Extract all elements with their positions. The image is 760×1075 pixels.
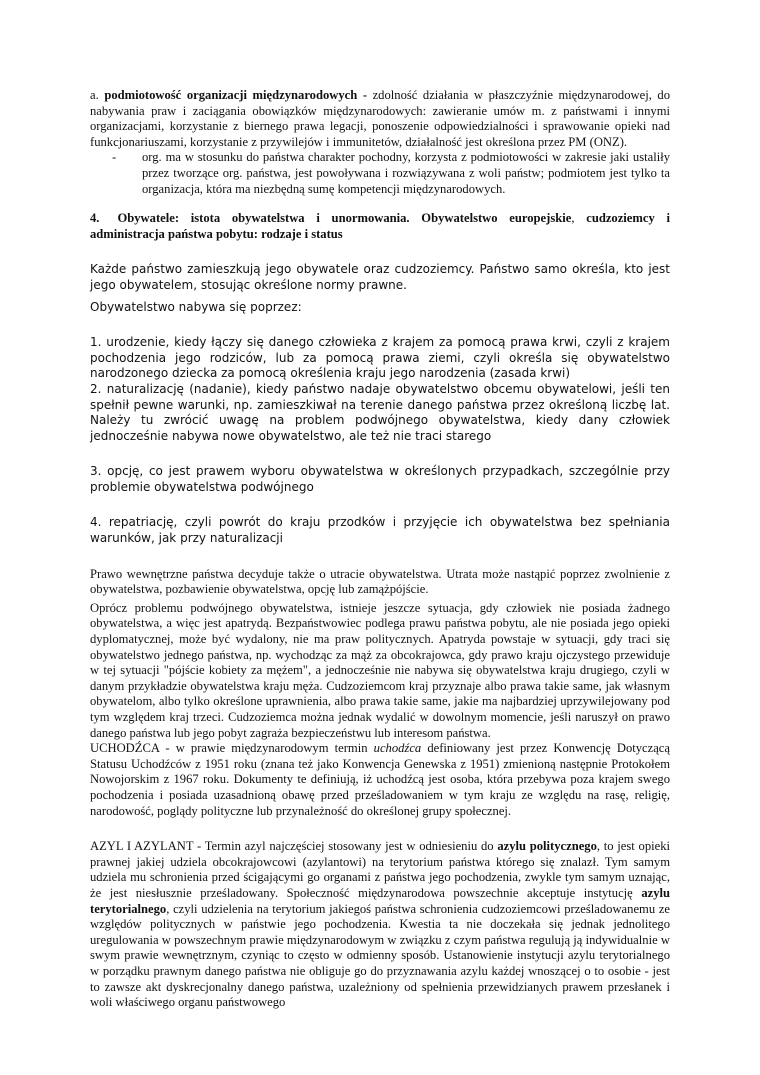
paragraph-acquire: Obywatelstwo nabywa się poprzez: bbox=[90, 299, 302, 314]
paragraph-refugee: UCHODŹCA - w prawie międzynarodowym termin uchodźca definiowany jest przez Konwencję Dotyczącą Statusu Uchodźców z 1951 roku (znana też jako Konwencja Genewska z 1951) zmienioną następnie Protokołem Nowojorskim z 1967 roku. Dokumenty te definiują, iż uchodźcą jest osoba, która przebywa poza krajem swego pochodzenia i posiada uzasadnioną obawę przed prześladowaniem w tym kraju ze względu na rasę, religię, narodowość, poglądy polityczne lub przynależność do określonej grupy społecznej. bbox=[90, 741, 670, 818]
paragraph-apatride: Oprócz problemu podwójnego obywatelstwa, istnieje jeszcze sytuacja, gdy człowiek nie posiada żadnego obywatelstwa, a więc jest apatrydą. Bezpaństwowiec podlega prawu państwa pobytu, ale nie posiada jego opieki dyplomatycznej, może być wydalony, nie ma praw politycznych. Apatryda powstaje w sytuacji, gdy traci się obywatelstwo jednego państwa, np. wychodząc za mąż za obcokrajowca, gdy prawo kraju ojczystego przewiduje w tej sytuacji "pójście kobiety za mężem", a jednocześnie nie nabywa się obywatelstwa kraju drugiego, czyli w danym przykładzie obywatelstwa kraju męża. Cudzoziemcom kraj przyznaje albo prawa takie same, jak własnym obywatelom, albo tylko określone uprawnienia, albo prawa takie same, jakie ma najbardziej uprzywilejowany pod tym względem kraj trzeci. Cudzoziemca można jednak wydalić w dowolnym momencie, jeśli naruszył on prawo danego państwa lub jego pobyt zagraża bezpieczeństwu lub interesom państwa. bbox=[90, 600, 670, 740]
term-bold: podmiotowość organizacji międzynarodowych - bbox=[104, 88, 368, 102]
list-item-3: 3. opcję, co jest prawem wyboru obywatelstwa w określonych przypadkach, szczególnie przy problemie obywatelstwa podwójnego bbox=[90, 464, 670, 494]
paragraph-loss: Prawo wewnętrzne państwa decyduje także o utracie obywatelstwa. Utrata może nastąpić poprzez zwolnienie z obywatelstwa, pozbawienie obywatelstwa, opcję lub zamążpójście. bbox=[90, 566, 670, 597]
bullet-item bbox=[112, 150, 670, 197]
list-item-1: 1. urodzenie, kiedy łączy się danego człowieka z krajem za pomocą prawa krwi, czyli z krajem pochodzenia jego rodziców, lub za pomocą prawa ziemi, czyli określa się obywatelstwo narodzonego dziecka za pomocą określenia kraju jego narodzenia (zasada krwi) bbox=[90, 335, 670, 381]
paragraph-asylum: AZYL I AZYLANT - Termin azyl najczęściej stosowany jest w odniesieniu do azylu politycznego, to jest opieki prawnej jakiej udziela obcokrajowcowi (azylantowi) na terytorium państwa którego się znalazł. Tym samym udziela mu schronienia przed ścigającymi go organami z państwa jego pochodzenia, zwykle tym samym uznając, że jest niesłusznie prześladowany. Społeczność międzynarodowa powszechnie akceptuje instytucję azylu terytorialnego, czyli udzielenia na terytorium jakiegoś państwa schronienia cudzoziemcowi prześladowanemu ze względów politycznych w państwie jego pochodzenia. Kwestia ta nie doczekała się jednak jednolitego uregulowania w powszechnym prawie międzynarodowym w związku z czym państwa regulują ją indywidualnie w swym prawie wewnętrznym, czyniąc to często w odmienny sposób. Ustanowienie instytucji azylu terytorialnego w porządku prawnym danego państwa nie obliguje go do przyznawania azylu każdej wnoszącej o to osobie - jest to zawsze akt dyskrecjonalny danego państwa, uzależniony od spełnienia przewidzianych prawem przesłanek i woli właściwego organu państwowego bbox=[90, 839, 670, 1010]
bullet-dash: - bbox=[112, 150, 117, 165]
bullet-text: org. ma w stosunku do państwa charakter pochodny, korzysta z podmiotowości w zakresie jaki ustaliły przez tworzące org. państwa, jest powoływana i rozwiązywana z woli państw; podmiotem jest tylko ta organizacja, która ma niezbędną sumę kompetencji międzynarodowych. bbox=[142, 150, 670, 196]
paragraph-intro: Każde państwo zamieszkują jego obywatele oraz cudzoziemcy. Państwo samo określa, kto jest jego obywatelem, stosując określone normy prawne. bbox=[90, 262, 670, 292]
section-heading: 4. Obywatele: istota obywatelstwa i unormowania. Obywatelstwo europejskie, cudzoziemcy i administracja państwa pobytu: rodzaje i status bbox=[90, 211, 670, 241]
paragraph-subject-of-organizations: a. podmiotowość organizacji międzynarodowych - zdolność działania w płaszczyźnie międzynarodowej, do nabywania praw i zaciągania obowiązków międzynarodowych: zawieranie umów m. z państwami i innymi organizacjami, korzystanie z biernego prawa legacji, ponoszenie odpowiedzialności i sprawowanie opieki nad funkcjonariuszami, korzystanie z przywilejów i immunitetów, działalność jest określona przez PM (ONZ). bbox=[90, 88, 671, 149]
list-item-4: 4. repatriację, czyli powrót do kraju przodków i przyjęcie ich obywatelstwa bez spełniania warunków, jak przy naturalizacji bbox=[90, 515, 670, 546]
list-item-2: 2. naturalizację (nadanie), kiedy państwo nadaje obywatelstwo obcemu obywatelowi, jeśli ten spełnił pewne warunki, np. zamieszkiwał na terenie danego państwa przez określoną liczbę lat. Należy tu zwrócić uwagę na problem podwójnego obywatelstwa, kiedy dany człowiek jednocześnie nabywa nowe obywatelstwo, ale też nie traci starego bbox=[90, 381, 670, 443]
